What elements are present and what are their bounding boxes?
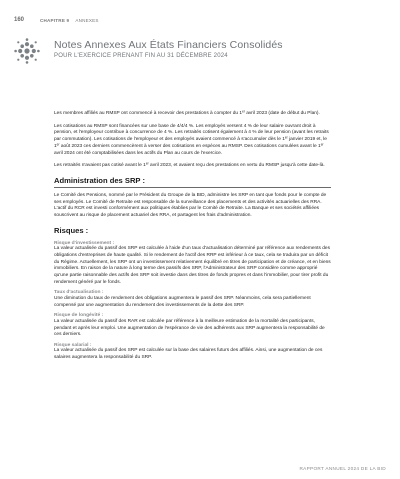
risk-text: Une diminution du taux de rendement des obligations augmentera le passif des SRP. Néanmoins, cela sera partiellement compensé par une augmentation du rendement des investissements de la dette des SRP.: [54, 295, 311, 308]
risk-text: La valeur actualisée du passif des SRP est calculée sur la base des salaires futurs des affiliés. Ainsi, une augmentation de ces salaires augmentera la responsabilité du SRP.: [54, 348, 323, 361]
page-number: 160: [14, 17, 25, 23]
risk-title: Risque salarial :: [54, 342, 92, 348]
risks-heading: Risques :: [54, 225, 89, 235]
page-footer: RAPPORT ANNUEL 2024 DE LA BID: [299, 466, 386, 471]
risk-title: Risque d'investissement :: [54, 240, 115, 246]
risk-text: La valeur actualisée du passif des SRP est calculée à l'aide d'un taux d'actualisation déterminé par référence aux rendements des obligations d'entreprises de haute qualité. Si le rendement de l'actif des RRP est inférieur à ce taux, cela se traduira par un déficit du Régime. Actuellement, les SRP ont un investissement relativement équilibré en titres de participation et de créance, et en biens immobiliers. En raison de la nature à long terme des passifs des SRP, l'Administrateur des SRP considère comme approprié qu'une partie raisonnable des actifs des SRP soit investie dans des titres de fonds propres et dans l'immobilier, pour tirer profit du rendement généré par le fonds.: [54, 246, 331, 285]
page-header-bar: [14, 14, 99, 26]
administration-heading: Administration des SRP :: [54, 176, 331, 188]
risk-title: Taux d'actualisation :: [54, 290, 104, 296]
paragraph-contributions: Les cotisations au RMSP sont financées sur une base de 4/4/4 %. Les employés versent 4 % de leur salaire ouvrant droit à pension, et l'employeur contribue à concurrence de 4 %. Les retraités cotisent également à 4 % de leur pension (avant les retraits par commutation). Les cotisations de l'employeur et des employés avaient commencé à s'accumuler dès le 1er janvier 2019 et, le 1er août 2023 ces derniers commencèrent à verser des cotisations en espèces au RMSP. Des cotisations cumulées avant le 1er avril 2024 ont été comptabilisées dans les actifs du Plan au cours de l'exercice.: [54, 123, 329, 156]
risk-item-discount-rate: [54, 290, 331, 309]
document-title: Notes Annexes Aux États Financiers Consolidés: [54, 39, 283, 51]
risk-item-salary: [54, 343, 331, 362]
risk-title: Risque de longévité :: [54, 313, 104, 319]
risk-text: La valeur actualisée du passif des RAR est calculée par référence à la meilleure estimation de la mortalité des participants, pendant et après leur emploi. Une augmentation de l'espérance de vie des adhérents aux SRP augmentera la responsabilité de ces derniers.: [54, 318, 325, 338]
cluster-logo-icon: [14, 38, 40, 64]
main-content: [54, 111, 331, 366]
chapter-label: CHAPITRE 9: [40, 17, 70, 23]
section-label: ANNEXES: [75, 17, 99, 23]
administration-text: Le Comité des Pensions, nommé par le Président du Groupe de la BID, administre les SRP en tant que fonds pour le compte de ses employés. Le Comité de Retraite est responsable de la surveillance des placements et des activités actuarielles des RRA. L'actif du RCR est investi conformément aux politiques établies par le Comité de Retraite. La Banque et ses sociétés affiliées souscrivent au risque de placement actuariel des RRA, et partagent les frais d'administration.: [54, 192, 327, 219]
risk-item-investment: [54, 241, 331, 287]
paragraph-start-date: Les membres affiliés au RMSP ont commencé à recevoir des prestations à compter du 1er avril 2023 (date de début du Plan).: [54, 109, 320, 116]
risk-item-longevity: [54, 313, 331, 339]
document-header: [14, 38, 283, 64]
document-subtitle: POUR L'EXERCICE PRENANT FIN AU 31 DÉCEMBRE 2024: [54, 53, 228, 59]
paragraph-retirees: Les retraités n'avaient pas cotisé avant le 1er avril 2023, et avaient reçu des prestations en vertu du RMSP jusqu'à cette date-là.: [54, 161, 325, 169]
